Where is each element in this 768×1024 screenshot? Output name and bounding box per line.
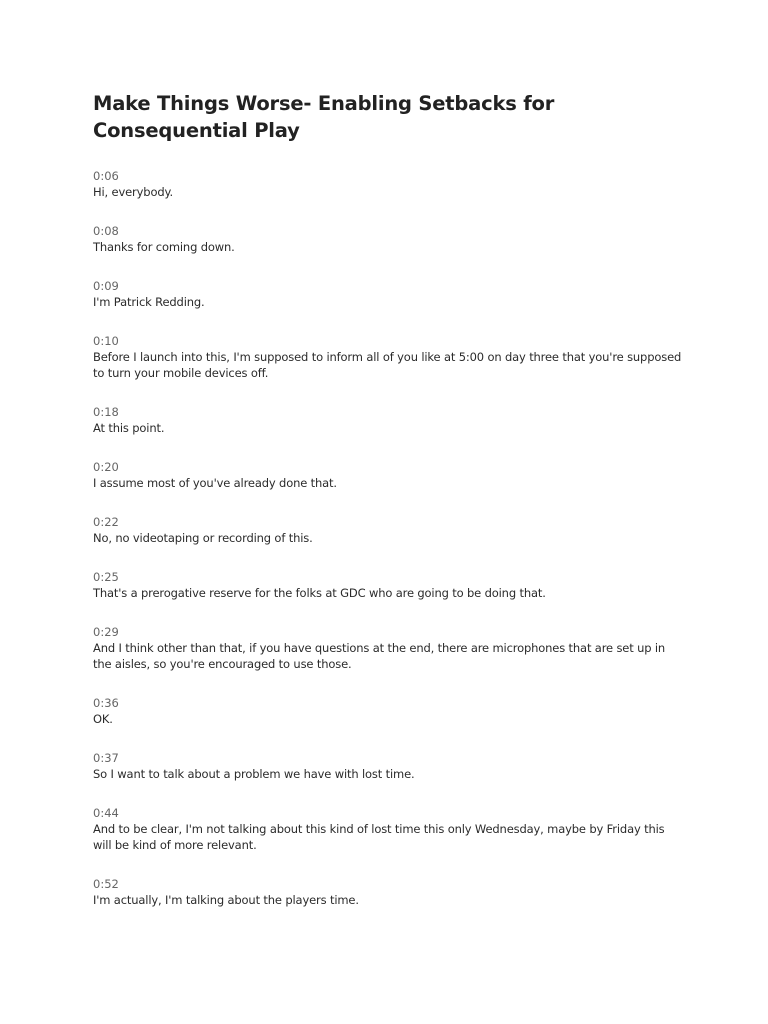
transcript-text: Hi, everybody. [93,185,174,199]
transcript-text: I'm actually, I'm talking about the players time. [93,893,359,907]
timestamp: 0:10 [93,334,119,348]
transcript-entry [93,624,683,672]
timestamp: 0:20 [93,460,119,474]
timestamp: 0:22 [93,515,119,529]
timestamp: 0:18 [93,405,119,419]
transcript-text: I assume most of you've already done that. [93,476,337,490]
timestamp: 0:44 [93,806,119,820]
transcript-entry [93,223,683,255]
transcript-entry [93,168,683,200]
transcript-text: And I think other than that, if you have questions at the end, there are microphones that are set up in the aisles, so you're encouraged to use those. [93,641,666,671]
timestamp: 0:08 [93,224,119,238]
transcript-text: Before I launch into this, I'm supposed to inform all of you like at 5:00 on day three that you're supposed to turn your mobile devices off. [93,350,682,380]
timestamp: 0:06 [93,169,119,183]
transcript-entry [93,278,683,310]
transcript-text: No, no videotaping or recording of this. [93,531,313,545]
timestamp: 0:25 [93,570,119,584]
transcript-entry [93,459,683,491]
timestamp: 0:29 [93,625,119,639]
transcript-entry [93,404,683,436]
transcript-entry [93,876,683,908]
transcript-text: Thanks for coming down. [93,240,235,254]
transcript-text: OK. [93,712,113,726]
document-title: Make Things Worse- Enabling Setbacks for Consequential Play [93,92,555,142]
transcript-entry [93,514,683,546]
transcript-text: So I want to talk about a problem we have with lost time. [93,767,415,781]
timestamp: 0:36 [93,696,119,710]
transcript-page [93,90,683,931]
timestamp: 0:37 [93,751,119,765]
transcript-text: And to be clear, I'm not talking about this kind of lost time this only Wednesday, maybe by Friday this will be kind of more relevant. [93,822,665,852]
transcript-entry [93,750,683,782]
transcript-text: At this point. [93,421,165,435]
transcript-entry [93,695,683,727]
transcript-text: I'm Patrick Redding. [93,295,205,309]
timestamp: 0:09 [93,279,119,293]
transcript-text: That's a prerogative reserve for the folks at GDC who are going to be doing that. [93,586,546,600]
transcript-entry [93,805,683,853]
timestamp: 0:52 [93,877,119,891]
transcript-entry [93,569,683,601]
transcript-entry [93,333,683,381]
